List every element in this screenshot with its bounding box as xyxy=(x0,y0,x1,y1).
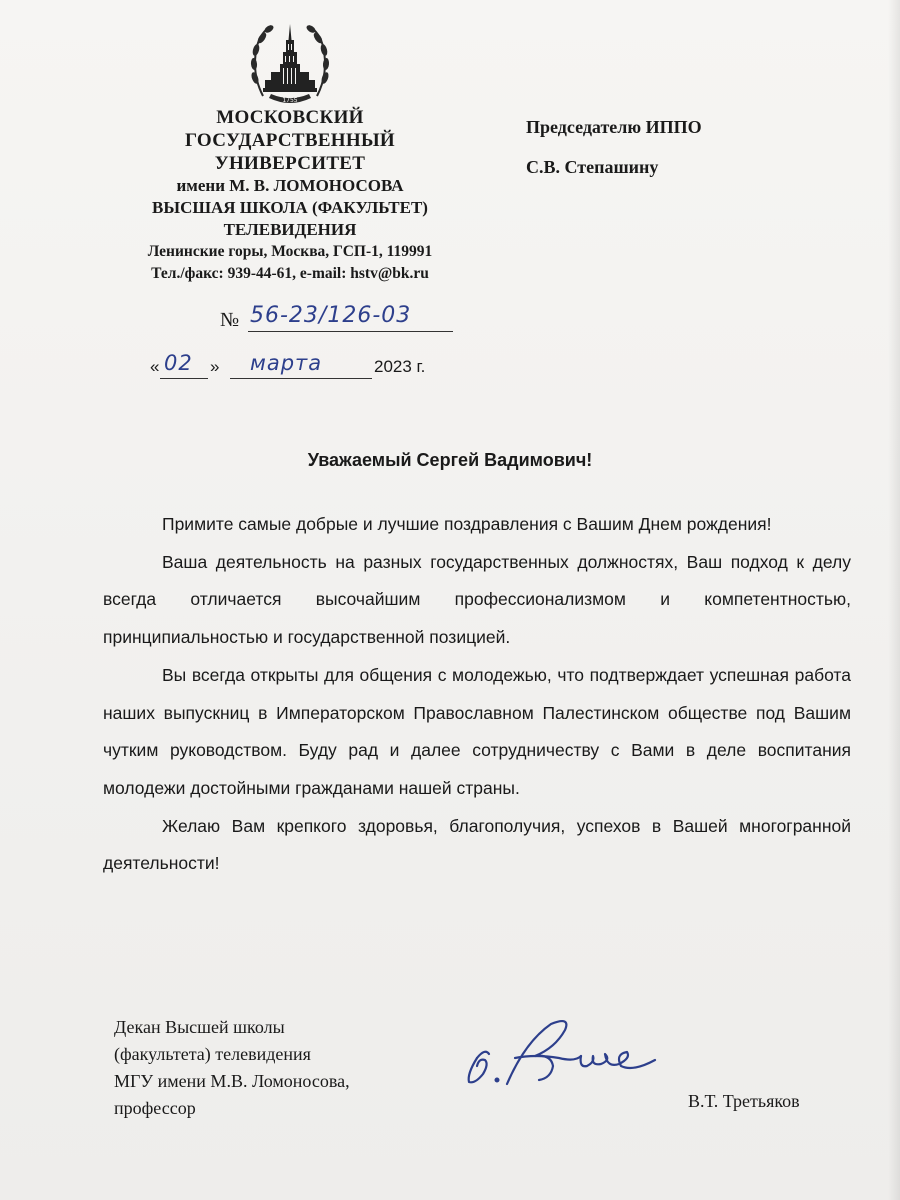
recipient-position: Председателю ИППО xyxy=(526,117,702,137)
signer-title-line4: профессор xyxy=(114,1098,196,1118)
university-name-line3: УНИВЕРСИТЕТ xyxy=(214,153,366,174)
handwritten-day: 02 xyxy=(164,351,193,375)
paragraph: Примите самые добрые и лучшие поздравления с Вашим Днем рождения! xyxy=(162,514,772,534)
number-sign: № xyxy=(220,309,240,331)
paragraph: Желаю Вам крепкого здоровья, благополучия, успехов в Вашей многогранной деятельности! xyxy=(103,815,851,874)
date-year: 2023 г. xyxy=(374,357,426,376)
letterhead-address: Ленинские горы, Москва, ГСП-1, 119991 xyxy=(147,243,433,260)
date-close-quote: » xyxy=(210,357,220,376)
university-name-line4: имени М. В. ЛОМОНОСОВА xyxy=(176,176,404,195)
paper-fold-shadow xyxy=(888,0,900,1200)
university-name-line2: ГОСУДАРСТВЕННЫЙ xyxy=(185,130,395,151)
handwritten-number: 56-23/126-03 xyxy=(250,303,412,328)
date-open-quote: « xyxy=(150,357,160,376)
handwritten-signature xyxy=(455,1014,675,1094)
emblem-year: 1755 xyxy=(282,97,298,104)
signer-block xyxy=(114,1014,350,1122)
paragraph: Ваша деятельность на разных государственных должностях, Ваш подход к делу всегда отличается высочайшим профессионализмом и компетентностью, принципиальностью и государственной позицией. xyxy=(103,551,851,648)
university-emblem-icon xyxy=(247,18,333,108)
signer-name: В.Т. Третьяков xyxy=(688,1091,800,1111)
signer-title-line1: Декан Высшей школы xyxy=(114,1017,285,1037)
signer-title-line2: (факультета) телевидения xyxy=(114,1044,311,1064)
recipient-block xyxy=(526,116,702,196)
salutation: Уважаемый Сергей Вадимович! xyxy=(307,450,593,470)
day-underline xyxy=(160,378,208,379)
recipient-name: С.В. Степашину xyxy=(526,157,659,177)
handwritten-month: марта xyxy=(250,351,323,375)
letter-date xyxy=(150,352,450,382)
number-underline xyxy=(248,331,453,332)
letterhead-contact: Тел./факс: 939-44-61, e-mail: hstv@bk.ru xyxy=(151,265,429,282)
letterhead xyxy=(100,106,480,285)
month-underline xyxy=(230,378,372,379)
faculty-name-line1: ВЫСШАЯ ШКОЛА (ФАКУЛЬТЕТ) xyxy=(152,198,428,217)
signer-title-line3: МГУ имени М.В. Ломоносова, xyxy=(114,1071,350,1091)
paragraph: Вы всегда открыты для общения с молодежью, что подтверждает успешная работа наших выпускниц в Императорском Православном Палестинском обществе под Вашим чутким руководством. Буду рад и далее сотрудничеству с Вами в деле воспитания молодежи достойными гражданами нашей страны. xyxy=(103,664,851,798)
letter-body xyxy=(103,506,851,883)
faculty-name-line2: ТЕЛЕВИДЕНИЯ xyxy=(223,220,357,239)
university-name-line1: МОСКОВСКИЙ xyxy=(216,107,364,128)
